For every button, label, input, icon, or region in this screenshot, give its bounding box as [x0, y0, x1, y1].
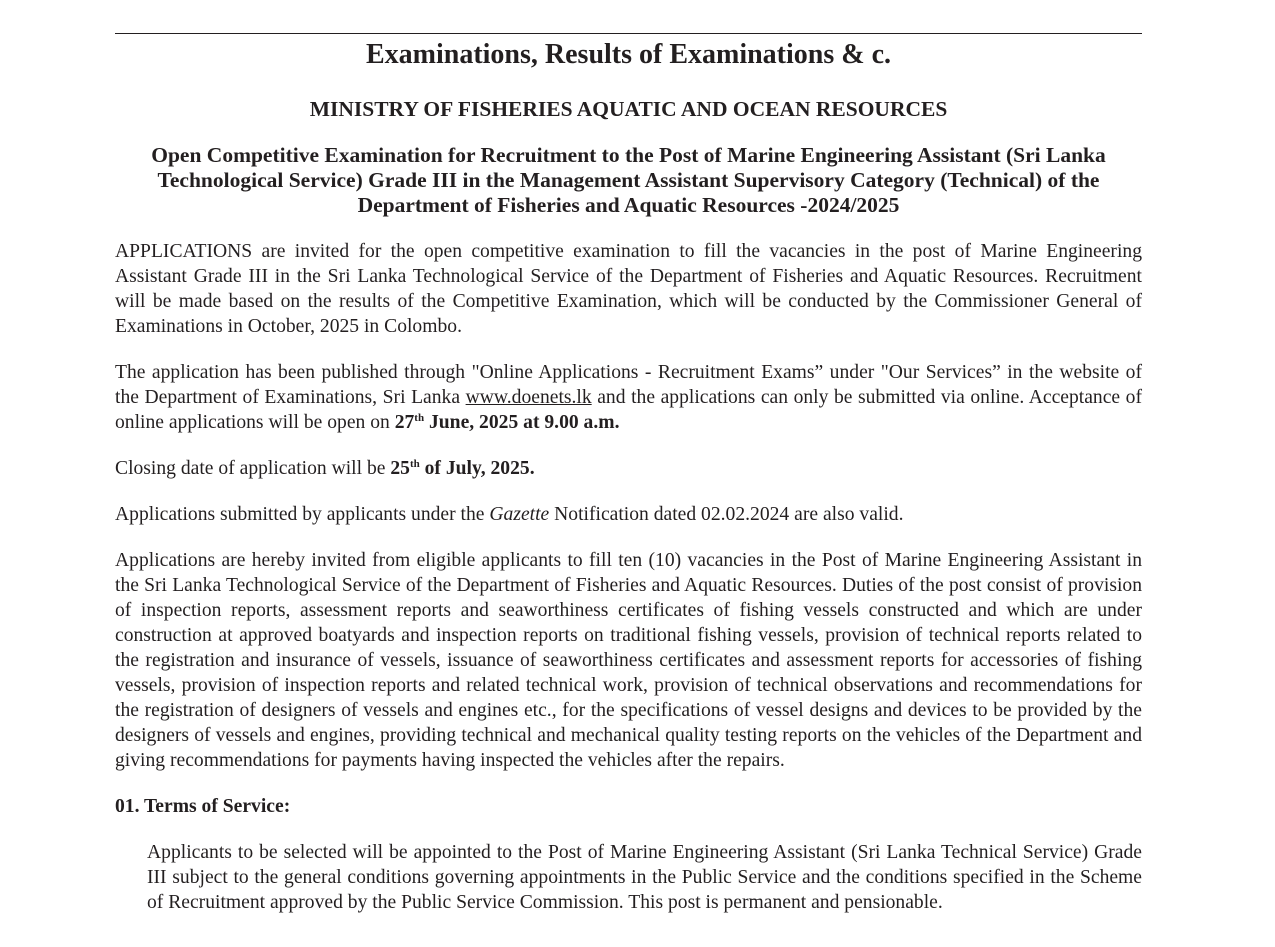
ministry-heading: MINISTRY OF FISHERIES AQUATIC AND OCEAN RESOURCES — [309, 97, 948, 121]
gazette-text-after: Notification dated 02.02.2024 are also valid. — [549, 504, 904, 525]
opening-day-suffix: th — [414, 412, 425, 424]
closing-day: 25 — [390, 458, 410, 479]
section-title: Examinations, Results of Examinations & c. — [365, 39, 892, 70]
gazette-italic: Gazette — [489, 504, 550, 525]
exam-title: Open Competitive Examination for Recruitment to the Post of Marine Engineering Assistant (Sri Lanka Technological Service) Grade III in the Management Assistant Supervisory Category (Technical) of the Department of Fisheries and Aquatic Resources -2024/2025 — [151, 143, 1106, 217]
publication-paragraph — [115, 360, 1142, 435]
gazette-paragraph — [115, 502, 1142, 527]
opening-day: 27 — [394, 412, 415, 433]
opening-date-rest: June, 2025 at 9.00 a.m. — [424, 412, 620, 433]
closing-date-paragraph — [115, 456, 1142, 481]
closing-text: Closing date of application will be — [115, 458, 391, 479]
terms-of-service-heading: 01. Terms of Service: — [115, 796, 291, 817]
top-divider — [115, 33, 1142, 34]
duties-paragraph: Applications are hereby invited from eligible applicants to fill ten (10) vacancies in the Post of Marine Engineering Assistant in the Sri Lanka Technological Service of the Department of Fisheries and Aquatic Resources. Duties of the post consist of provision of inspection reports, assessment reports and seaworthiness certificates of fishing vessels constructed and which are under construction at approved boatyards and inspection reports on traditional fishing vessels, provision of technical reports related to the registration and insurance of vessels, issuance of seaworthiness certificates and assessment reports for accessories of fishing vessels, provision of inspection reports and related technical work, provision of technical observations and recommendations for the registration of designers of vessels and engines etc., for the specifications of vessel designs and devices to be provided by the designers of vessels and engines, providing technical and mechanical quality testing reports on the vehicles of the Department and giving recommendations for payments having inspected the vehicles after the repairs. — [115, 550, 1142, 771]
closing-date-rest: of July, 2025. — [419, 458, 535, 479]
publication-text-after: and the applications can only be submitted via online. Acceptance of online applications will be open on — [115, 387, 1142, 433]
opening-date — [395, 412, 620, 433]
publication-text-before: The application has been published through "Online Applications - Recruitment Exams” under "Our Services” in the website of the Department of Examinations, Sri Lanka — [115, 362, 1142, 408]
closing-day-suffix: th — [409, 458, 420, 470]
closing-date — [390, 458, 534, 479]
terms-of-service-paragraph: Applicants to be selected will be appointed to the Post of Marine Engineering Assistant (Sri Lanka Technical Service) Grade III subject to the general conditions governing appointments in the Public Service and the conditions specified in the Scheme of Recruitment approved by the Public Service Commission. This post is permanent and pensionable. — [147, 842, 1142, 913]
intro-paragraph: APPLICATIONS are invited for the open competitive examination to fill the vacancies in the post of Marine Engineering Assistant Grade III in the Sri Lanka Technological Service of the Department of Fisheries and Aquatic Resources. Recruitment will be made based on the results of the Competitive Examination, which will be conducted by the Commissioner General of Examinations in October, 2025 in Colombo. — [115, 241, 1142, 337]
gazette-text-before: Applications submitted by applicants under the — [115, 504, 490, 525]
doenets-link[interactable]: www.doenets.lk — [465, 387, 592, 408]
